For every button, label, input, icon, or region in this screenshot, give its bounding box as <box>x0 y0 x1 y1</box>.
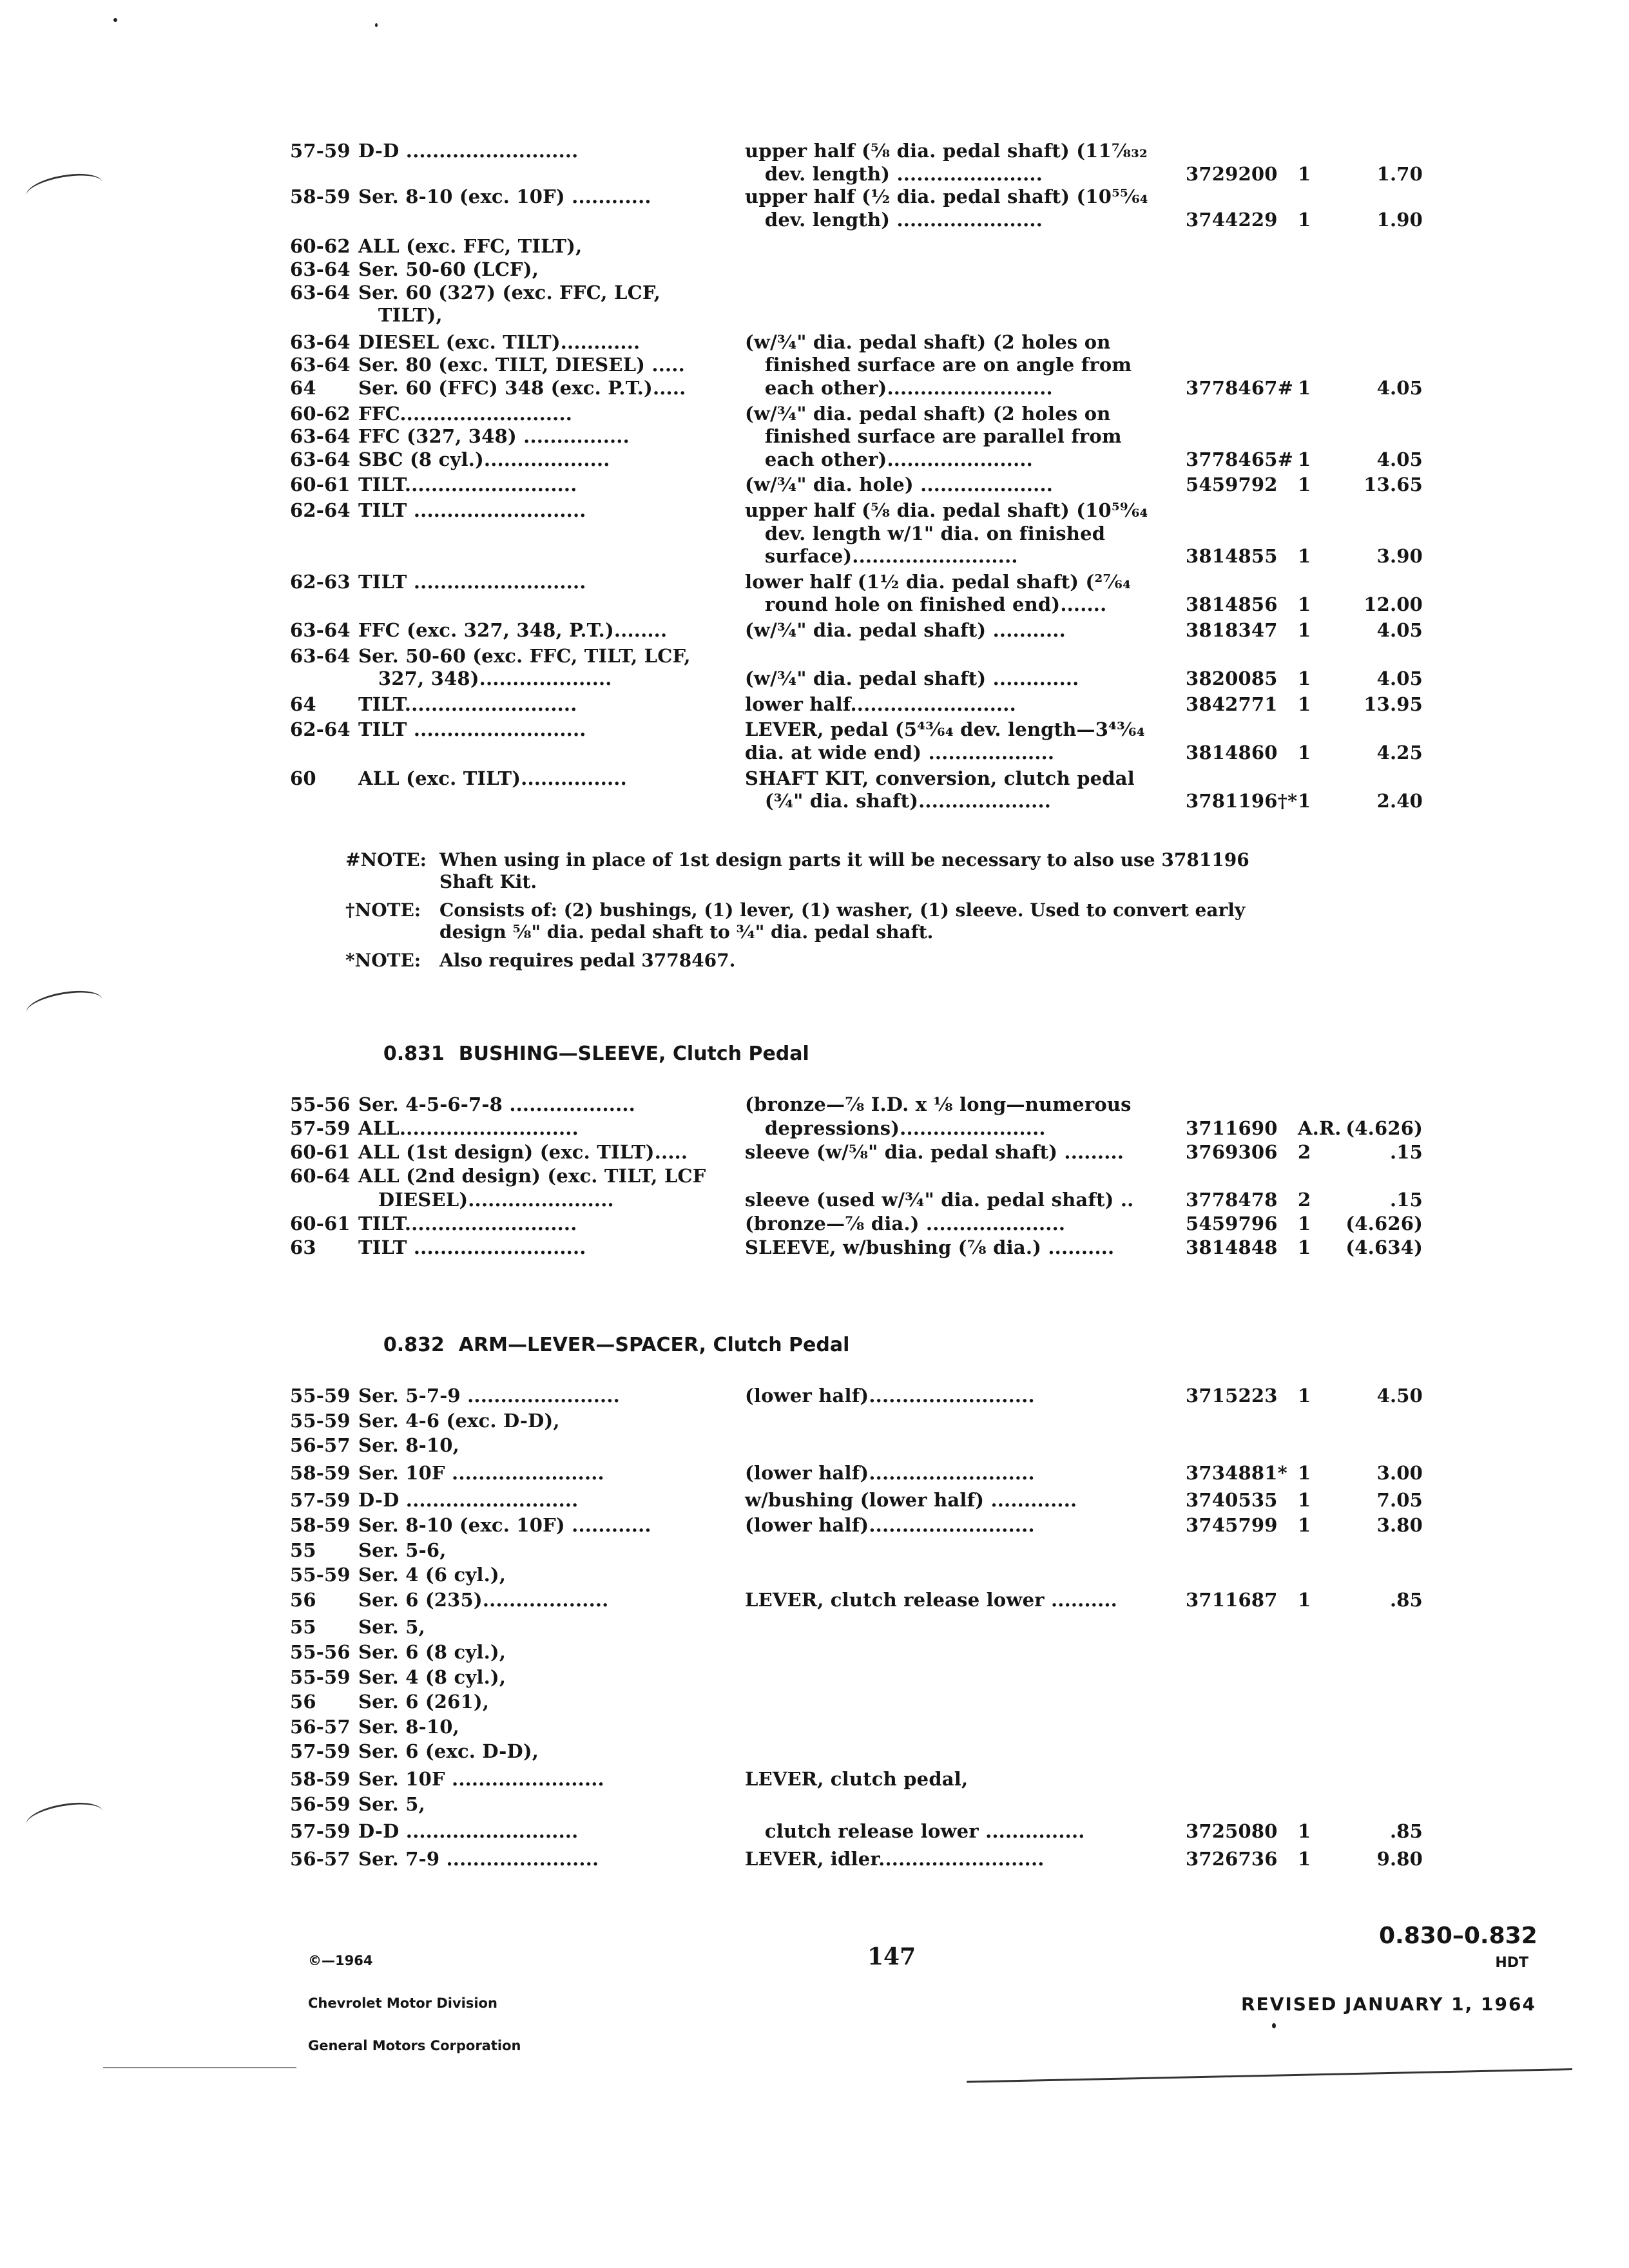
table-row <box>0 1767 1629 1791</box>
quantity-cell: 1 <box>1298 790 1311 812</box>
year-cell: 62-63 <box>290 570 351 593</box>
table-row <box>0 1384 1629 1407</box>
description-cell: upper half (⅝ dia. pedal shaft) (11⅞₃₂ <box>745 140 1148 162</box>
year-cell: 60-62 <box>290 402 351 425</box>
quantity-cell: 1 <box>1298 693 1311 715</box>
note-label: †NOTE: <box>345 899 421 921</box>
model-cell: 327, 348).................... <box>358 668 612 690</box>
year-cell: 56-57 <box>290 1847 351 1870</box>
note-text: Also requires pedal 3778467. <box>439 950 736 971</box>
year-cell: 57-59 <box>290 1820 351 1843</box>
price-cell: (4.634) <box>1345 1236 1423 1258</box>
table-row <box>0 1140 1629 1164</box>
model-cell: DIESEL (exc. TILT)............ <box>358 331 641 353</box>
model-cell: Ser. 60 (327) (exc. FFC, LCF, <box>358 281 661 303</box>
quantity-cell: 1 <box>1298 545 1311 568</box>
table-row <box>0 644 1629 668</box>
table-row <box>0 281 1629 304</box>
table-row <box>0 208 1629 231</box>
table-row <box>0 139 1629 162</box>
price-cell: 13.95 <box>1364 693 1423 715</box>
quantity-cell: 2 <box>1298 1189 1311 1211</box>
year-cell: 55-59 <box>290 1666 351 1688</box>
year-cell: 63-64 <box>290 354 351 376</box>
year-cell: 60-61 <box>290 1141 351 1163</box>
description-cell: surface)......................... <box>745 545 1018 568</box>
model-cell: Ser. 10F ....................... <box>358 1768 604 1790</box>
description-cell: (w/¾" dia. hole) .................... <box>745 474 1054 496</box>
model-cell: TILT .......................... <box>358 570 586 593</box>
table-row <box>0 331 1629 354</box>
year-cell: 64 <box>290 693 316 715</box>
year-cell: 57-59 <box>290 1117 351 1139</box>
section-831-heading <box>370 1019 809 1066</box>
year-cell: 63-64 <box>290 331 351 353</box>
model-cell: Ser. 8-10, <box>358 1715 459 1738</box>
part-number-cell: 3734881* <box>1186 1461 1288 1484</box>
model-cell: Ser. 10F ....................... <box>358 1461 604 1484</box>
section-range: 0.830–0.832 <box>1379 1923 1537 1949</box>
table-row <box>0 1715 1629 1738</box>
model-cell: Ser. 7-9 ....................... <box>358 1847 599 1870</box>
table-row <box>0 353 1629 376</box>
year-cell: 63-64 <box>290 619 351 641</box>
table-row <box>0 1690 1629 1713</box>
revised-date: REVISED JANUARY 1, 1964 <box>1241 1994 1536 2015</box>
part-number-cell: 3814855 <box>1186 545 1278 568</box>
model-cell: SBC (8 cyl.)................... <box>358 448 610 470</box>
section-title: ARM—LEVER—SPACER, Clutch Pedal <box>458 1334 850 1356</box>
description-cell: (w/¾" dia. pedal shaft) ........... <box>745 619 1066 641</box>
quantity-cell: 1 <box>1298 1461 1311 1484</box>
quantity-cell: 1 <box>1298 448 1311 470</box>
price-cell: 13.65 <box>1364 474 1423 496</box>
year-cell: 55 <box>290 1539 316 1561</box>
model-cell: Ser. 8-10, <box>358 1434 459 1457</box>
model-cell: D-D .......................... <box>358 1820 579 1843</box>
model-cell: Ser. 8-10 (exc. 10F) ............ <box>358 186 651 208</box>
table-row <box>0 1164 1629 1187</box>
model-cell: Ser. 5, <box>358 1792 425 1815</box>
model-cell: Ser. 4-5-6-7-8 ................... <box>358 1093 635 1115</box>
margin-punch-mark <box>24 986 105 1026</box>
part-number-cell: 3814860 <box>1186 742 1278 764</box>
year-cell: 56 <box>290 1588 316 1611</box>
description-cell: lower half......................... <box>745 693 1016 715</box>
price-cell: 4.05 <box>1376 619 1423 641</box>
price-cell: 3.80 <box>1376 1514 1423 1536</box>
price-cell: .15 <box>1389 1141 1423 1163</box>
section-code: HDT <box>1495 1955 1528 1971</box>
year-cell: 55-59 <box>290 1564 351 1586</box>
model-cell: TILT.......................... <box>358 1213 577 1235</box>
year-cell: 60-61 <box>290 1213 351 1235</box>
year-cell: 55-59 <box>290 1409 351 1432</box>
part-number-cell: 5459796 <box>1186 1213 1278 1235</box>
table-row <box>0 570 1629 593</box>
year-cell: 63-64 <box>290 425 351 448</box>
table-row <box>0 1236 1629 1259</box>
scan-speck <box>375 23 378 27</box>
model-cell: Ser. 4-6 (exc. D-D), <box>358 1409 560 1432</box>
table-row <box>0 741 1629 764</box>
quantity-cell: 1 <box>1298 1489 1311 1512</box>
table-row <box>0 1117 1629 1140</box>
description-cell: clutch release lower ............... <box>745 1820 1085 1843</box>
price-cell: .85 <box>1389 1588 1423 1611</box>
model-cell: Ser. 6 (8 cyl.), <box>358 1641 506 1663</box>
model-cell: ALL (1st design) (exc. TILT)..... <box>358 1141 688 1163</box>
description-cell: (w/¾" dia. pedal shaft) (2 holes on <box>745 402 1111 425</box>
price-cell: 12.00 <box>1364 593 1423 616</box>
table-row <box>0 1488 1629 1512</box>
model-cell: TILT.......................... <box>358 693 577 715</box>
scan-edge-line <box>967 2068 1572 2083</box>
price-cell: 2.40 <box>1376 790 1423 812</box>
description-cell: LEVER, pedal (5⁴³⁄₆₄ dev. length—3⁴³⁄₆₄ <box>745 718 1145 741</box>
note-text: design ⅝" dia. pedal shaft to ¾" dia. pedal shaft. <box>439 921 934 943</box>
year-cell: 57-59 <box>290 1489 351 1512</box>
year-cell: 56 <box>290 1691 316 1713</box>
part-number-cell: 3711690 <box>1186 1117 1278 1139</box>
part-number-cell: 3814856 <box>1186 593 1278 616</box>
section-title: BUSHING—SLEEVE, Clutch Pedal <box>458 1043 809 1065</box>
table-row <box>0 258 1629 281</box>
description-cell: SLEEVE, w/bushing (⅞ dia.) .......... <box>745 1236 1115 1258</box>
copyright-block <box>308 1925 521 2067</box>
model-cell: Ser. 6 (235)................... <box>358 1588 609 1611</box>
year-cell: 56-57 <box>290 1434 351 1457</box>
description-cell: sleeve (w/⅝" dia. pedal shaft) ......... <box>745 1141 1124 1163</box>
year-cell: 55-59 <box>290 1385 351 1407</box>
quantity-cell: 1 <box>1298 162 1311 185</box>
table-row <box>0 1563 1629 1586</box>
description-cell: upper half (½ dia. pedal shaft) (10⁵⁵⁄₆₄ <box>745 186 1148 208</box>
quantity-cell: 1 <box>1298 593 1311 616</box>
year-cell: 55-56 <box>290 1641 351 1663</box>
year-cell: 63 <box>290 1236 316 1258</box>
model-cell: TILT), <box>358 304 443 327</box>
description-cell: upper half (⅝ dia. pedal shaft) (10⁵⁹⁄₆₄ <box>745 499 1148 521</box>
part-number-cell: 3725080 <box>1186 1820 1278 1843</box>
part-number-cell: 3726736 <box>1186 1847 1278 1870</box>
quantity-cell: 1 <box>1298 1236 1311 1258</box>
year-cell: 55 <box>290 1616 316 1639</box>
description-cell: each other)......................... <box>745 377 1053 399</box>
description-cell: dev. length) ...................... <box>745 208 1043 231</box>
description-cell: LEVER, clutch release lower .......... <box>745 1588 1117 1611</box>
quantity-cell: 1 <box>1298 377 1311 399</box>
quantity-cell: 1 <box>1298 1514 1311 1536</box>
copyright-line: ©—1964 <box>308 1953 373 1968</box>
year-cell: 60-61 <box>290 474 351 496</box>
model-cell: TILT .......................... <box>358 499 586 521</box>
table-row <box>0 448 1629 471</box>
model-cell: DIESEL)...................... <box>358 1189 614 1211</box>
table-row <box>0 693 1629 716</box>
model-cell: Ser. 4 (8 cyl.), <box>358 1666 506 1688</box>
table-row <box>0 718 1629 741</box>
description-cell: dia. at wide end) ................... <box>745 742 1055 764</box>
price-cell: .15 <box>1389 1189 1423 1211</box>
note-label: #NOTE: <box>345 849 427 870</box>
price-cell: 3.00 <box>1376 1461 1423 1484</box>
table-row <box>0 185 1629 208</box>
quantity-cell: 1 <box>1298 742 1311 764</box>
part-number-cell: 3818347 <box>1186 619 1278 641</box>
description-cell: round hole on finished end)....... <box>745 593 1107 616</box>
table-row <box>0 425 1629 448</box>
quantity-cell: 1 <box>1298 619 1311 641</box>
model-cell: Ser. 5-6, <box>358 1539 447 1561</box>
description-cell: each other)...................... <box>745 448 1033 470</box>
year-cell: 58-59 <box>290 186 351 208</box>
year-cell: 58-59 <box>290 1514 351 1536</box>
model-cell: Ser. 5, <box>358 1616 425 1639</box>
table-row <box>0 1514 1629 1537</box>
part-number-cell: 3814848 <box>1186 1236 1278 1258</box>
description-cell: (bronze—⅞ dia.) ..................... <box>745 1213 1066 1235</box>
part-number-cell: 3778465# <box>1186 448 1294 470</box>
note-label: *NOTE: <box>345 950 421 971</box>
price-cell: .85 <box>1389 1820 1423 1843</box>
section-number: 0.832 <box>383 1334 445 1356</box>
note-text: Shaft Kit. <box>439 871 537 892</box>
table-row <box>0 767 1629 790</box>
table-row <box>0 1434 1629 1457</box>
year-cell: 55-56 <box>290 1093 351 1115</box>
model-cell: ALL (exc. TILT)................ <box>358 767 627 789</box>
table-row <box>0 1212 1629 1235</box>
model-cell: Ser. 4 (6 cyl.), <box>358 1564 506 1586</box>
description-cell: LEVER, clutch pedal, <box>745 1768 969 1790</box>
year-cell: 63-64 <box>290 644 351 667</box>
description-cell: sleeve (used w/¾" dia. pedal shaft) .. <box>745 1189 1134 1211</box>
quantity-cell: 2 <box>1298 1141 1311 1163</box>
price-cell: 1.70 <box>1376 162 1423 185</box>
year-cell: 57-59 <box>290 1740 351 1763</box>
year-cell: 58-59 <box>290 1461 351 1484</box>
part-number-cell: 3781196†* <box>1186 790 1298 812</box>
table-row <box>0 1615 1629 1639</box>
table-row <box>0 1792 1629 1816</box>
table-row <box>0 235 1629 258</box>
model-cell: ALL (exc. FFC, TILT), <box>358 235 583 258</box>
quantity-cell: A.R. <box>1298 1117 1342 1139</box>
year-cell: 60-62 <box>290 235 351 258</box>
year-cell: 56-59 <box>290 1792 351 1815</box>
table-row <box>0 1188 1629 1211</box>
year-cell: 60-64 <box>290 1165 351 1187</box>
price-cell: 3.90 <box>1376 545 1423 568</box>
section-number: 0.831 <box>383 1043 445 1065</box>
quantity-cell: 1 <box>1298 668 1311 690</box>
page-number: 147 <box>867 1943 916 1970</box>
price-cell: 1.90 <box>1376 208 1423 231</box>
quantity-cell: 1 <box>1298 1385 1311 1407</box>
table-row <box>0 499 1629 522</box>
table-row <box>0 1588 1629 1611</box>
model-cell: FFC (exc. 327, 348, P.T.)........ <box>358 619 668 641</box>
model-cell: Ser. 6 (exc. D-D), <box>358 1740 539 1763</box>
table-row <box>0 619 1629 642</box>
model-cell: FFC.......................... <box>358 402 573 425</box>
table-row <box>0 667 1629 690</box>
description-cell: SHAFT KIT, conversion, clutch pedal <box>745 767 1135 789</box>
quantity-cell: 1 <box>1298 1213 1311 1235</box>
note-text: When using in place of 1st design parts it will be necessary to also use 3781196 <box>439 849 1249 870</box>
year-cell: 64 <box>290 377 316 399</box>
table-row <box>0 1666 1629 1689</box>
model-cell: Ser. 60 (FFC) 348 (exc. P.T.)..... <box>358 377 686 399</box>
quantity-cell: 1 <box>1298 208 1311 231</box>
model-cell: Ser. 8-10 (exc. 10F) ............ <box>358 1514 651 1536</box>
part-number-cell: 3769306 <box>1186 1141 1278 1163</box>
description-cell: depressions)...................... <box>745 1117 1046 1139</box>
table-row <box>0 162 1629 186</box>
description-cell: (lower half)......................... <box>745 1514 1035 1536</box>
table-row <box>0 1093 1629 1116</box>
model-cell: Ser. 50-60 (LCF), <box>358 258 539 280</box>
year-cell: 63-64 <box>290 258 351 280</box>
table-row <box>0 789 1629 812</box>
price-cell: 4.05 <box>1376 448 1423 470</box>
table-row <box>0 1640 1629 1664</box>
model-cell: Ser. 6 (261), <box>358 1691 490 1713</box>
description-cell: (bronze—⅞ I.D. x ⅛ long—numerous <box>745 1093 1132 1115</box>
price-cell: 4.50 <box>1376 1385 1423 1407</box>
part-number-cell: 3711687 <box>1186 1588 1278 1611</box>
model-cell: Ser. 5-7-9 ....................... <box>358 1385 620 1407</box>
model-cell: D-D .......................... <box>358 140 579 162</box>
table-row <box>0 473 1629 496</box>
description-cell: w/bushing (lower half) ............. <box>745 1489 1077 1512</box>
description-cell: dev. length w/1" dia. on finished <box>745 522 1106 544</box>
quantity-cell: 1 <box>1298 474 1311 496</box>
price-cell: 9.80 <box>1376 1847 1423 1870</box>
table-row <box>0 376 1629 399</box>
scan-edge-line <box>103 2067 296 2068</box>
table-row <box>0 544 1629 568</box>
quantity-cell: 1 <box>1298 1847 1311 1870</box>
description-cell: (w/¾" dia. pedal shaft) ............. <box>745 668 1079 690</box>
table-row <box>0 402 1629 425</box>
description-cell: (w/¾" dia. pedal shaft) (2 holes on <box>745 331 1111 353</box>
section-832-heading <box>370 1311 849 1357</box>
quantity-cell: 1 <box>1298 1588 1311 1611</box>
model-cell: TILT .......................... <box>358 718 586 741</box>
model-cell: Ser. 80 (exc. TILT, DIESEL) ..... <box>358 354 685 376</box>
year-cell: 63-64 <box>290 281 351 303</box>
model-cell: ALL........................... <box>358 1117 579 1139</box>
model-cell: Ser. 50-60 (exc. FFC, TILT, LCF, <box>358 644 691 667</box>
year-cell: 56-57 <box>290 1715 351 1738</box>
description-cell: (lower half)......................... <box>745 1461 1035 1484</box>
scan-speck <box>1272 2023 1276 2028</box>
description-cell: dev. length) ...................... <box>745 162 1043 185</box>
year-cell: 62-64 <box>290 499 351 521</box>
model-cell: FFC (327, 348) ................ <box>358 425 630 448</box>
year-cell: 63-64 <box>290 448 351 470</box>
part-number-cell: 3745799 <box>1186 1514 1278 1536</box>
part-number-cell: 3729200 <box>1186 162 1278 185</box>
table-row <box>0 1847 1629 1870</box>
table-row <box>0 1461 1629 1485</box>
price-cell: (4.626) <box>1345 1117 1423 1139</box>
part-number-cell: 3842771 <box>1186 693 1278 715</box>
price-cell: 4.25 <box>1376 742 1423 764</box>
copyright-line: General Motors Corporation <box>308 2038 521 2053</box>
year-cell: 60 <box>290 767 316 789</box>
price-cell: 4.05 <box>1376 668 1423 690</box>
quantity-cell: 1 <box>1298 1820 1311 1843</box>
description-cell: finished surface are on angle from <box>745 354 1132 376</box>
year-cell: 57-59 <box>290 140 351 162</box>
part-number-cell: 3744229 <box>1186 208 1278 231</box>
table-row <box>0 1820 1629 1843</box>
description-cell: LEVER, idler......................... <box>745 1847 1045 1870</box>
year-cell: 58-59 <box>290 1768 351 1790</box>
price-cell: 7.05 <box>1376 1489 1423 1512</box>
year-cell: 62-64 <box>290 718 351 741</box>
part-number-cell: 3715223 <box>1186 1385 1278 1407</box>
model-cell: TILT .......................... <box>358 1236 586 1258</box>
part-number-cell: 3820085 <box>1186 668 1278 690</box>
model-cell: TILT.......................... <box>358 474 577 496</box>
table-row <box>0 522 1629 545</box>
part-number-cell: 3778478 <box>1186 1189 1278 1211</box>
scan-speck <box>113 18 117 22</box>
description-cell: lower half (1½ dia. pedal shaft) (²⁷⁄₆₄ <box>745 570 1132 593</box>
note-text: Consists of: (2) bushings, (1) lever, (1) washer, (1) sleeve. Used to convert early <box>439 899 1246 921</box>
table-row <box>0 1409 1629 1432</box>
table-row <box>0 593 1629 616</box>
price-cell: (4.626) <box>1345 1213 1423 1235</box>
table-row <box>0 1740 1629 1763</box>
description-cell: finished surface are parallel from <box>745 425 1122 448</box>
description-cell: (¾" dia. shaft).................... <box>745 790 1052 812</box>
part-number-cell: 3778467# <box>1186 377 1294 399</box>
table-row <box>0 303 1629 327</box>
price-cell: 4.05 <box>1376 377 1423 399</box>
part-number-cell: 5459792 <box>1186 474 1278 496</box>
description-cell: (lower half)......................... <box>745 1385 1035 1407</box>
part-number-cell: 3740535 <box>1186 1489 1278 1512</box>
table-row <box>0 1539 1629 1562</box>
model-cell: D-D .......................... <box>358 1489 579 1512</box>
model-cell: ALL (2nd design) (exc. TILT, LCF <box>358 1165 706 1187</box>
copyright-line: Chevrolet Motor Division <box>308 1995 497 2011</box>
